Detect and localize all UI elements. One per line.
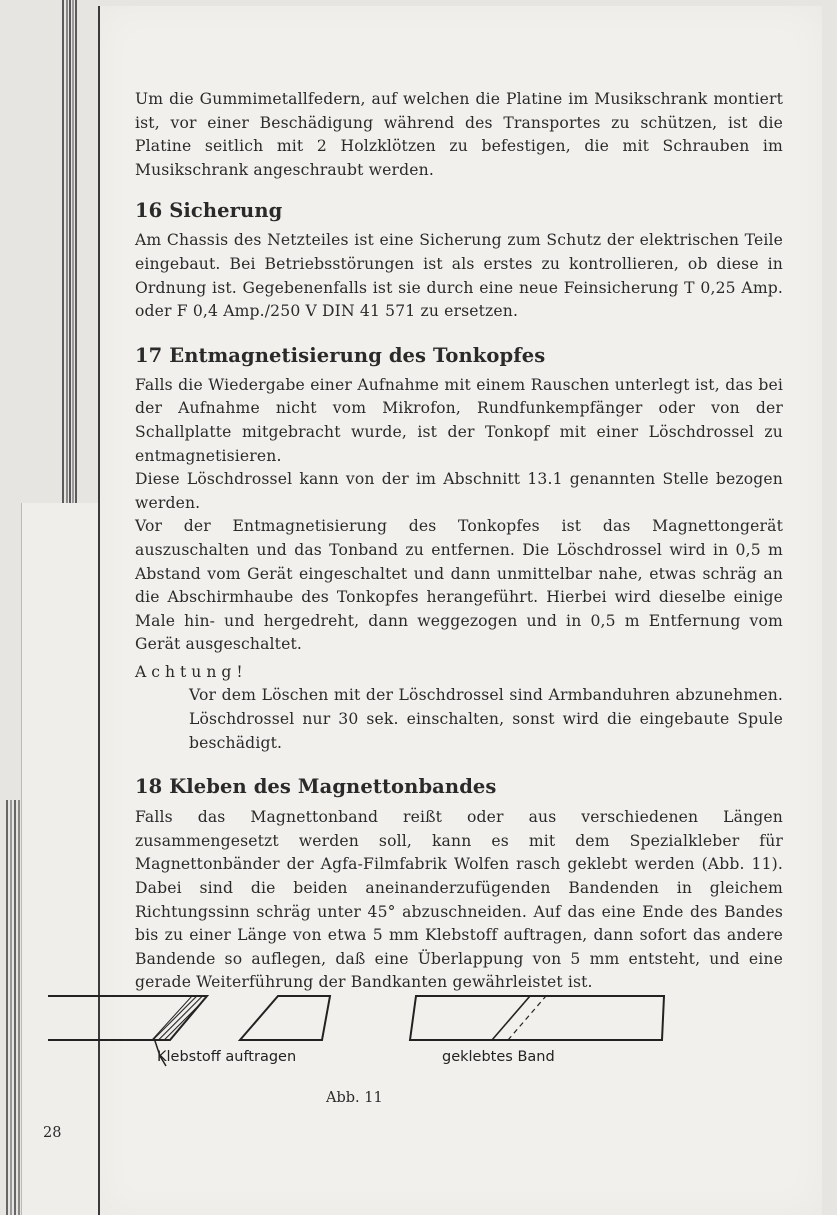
tape-end-right (240, 996, 330, 1040)
label-glue: Klebstoff auftragen (157, 1049, 297, 1065)
section-18-heading: 18 Kleben des Magnettonbandes (135, 775, 497, 799)
page-stack-edges-top (58, 0, 102, 505)
section-17-paragraph-3: Vor der Entmagnetisierung des Tonkopfes ist das Magnettongerät auszuschalten und das Tonband zu entfernen. Die Löschdrossel wird in 0,5 m Abstand vom Gerät eingeschaltet und dann unmittelbar nahe, etwas schräg an die Abschirmhaube des Tonkopfes herangeführt. Hierbei wird dieselbe einige Male hin- und hergedreht, dann weggezogen und in 0,5 m Entfernung vom Gerät ausgeschaltet. (135, 517, 783, 654)
page-number: 28 (43, 1125, 62, 1141)
tape-splice-diagram (42, 986, 682, 1076)
section-16-paragraph: Am Chassis des Netzteiles ist eine Sicherung zum Schutz der elektrischen Teile eingebaut. Bei Betriebsstörungen ist als erstes zu kontrollieren, ob diese in Ordnung ist. Gegebenenfalls ist sie durch eine neue Feinsicherung T 0,25 Amp. oder F 0,4 Amp./250 V DIN 41 571 zu ersetzen. (135, 231, 783, 321)
tape-end-left (48, 996, 207, 1040)
section-17-paragraph-1: Falls die Wiedergabe einer Aufnahme mit einem Rauschen unterlegt ist, das bei der Aufnahme nicht vom Mikrofon, Rundfunkempfänger oder von der Schallplatte mitgebracht wurde, ist der Tonkopf mit einer Löschdrossel zu entmagnetisieren. (135, 375, 783, 465)
spliced-tape (410, 996, 664, 1040)
section-17-heading: 17 Entmagnetisierung des Tonkopfes (135, 343, 546, 367)
section-16-heading: 16 Sicherung (135, 199, 283, 223)
section-17-paragraph-2: Diese Löschdrossel kann von der im Abschnitt 13.1 genannten Stelle bezogen werden. (135, 470, 783, 512)
intro-paragraph: Um die Gummimetallfedern, auf welchen die Platine im Musikschrank montiert ist, vor einer Beschädigung während des Transportes zu schützen, ist die Platine seitlich mit 2 Holzklötzen zu befestigen, die mit Schrauben im Musikschrank angeschraubt werden. (135, 90, 783, 179)
figure-caption: Abb. 11 (326, 1090, 383, 1106)
warning-label: Achtung! (135, 662, 248, 681)
figure-tape-splice (42, 986, 682, 1076)
page-content (135, 88, 783, 995)
label-spliced-tape: geklebtes Band (442, 1049, 555, 1065)
warning-text: Vor dem Löschen mit der Löschdrossel sind Armbanduhren abzunehmen. Löschdrossel nur 30 sek. einschalten, sonst wird die eingebaute Spule beschädigt. (189, 686, 783, 752)
section-18-paragraph: Falls das Magnettonband reißt oder aus verschiedenen Längen zusammengesetzt werden soll, kann es mit dem Spezialkleber für Magnettonbänder der Agfa-Filmfabrik Wolfen rasch geklebt werden (Abb. 11). Dabei sind die beiden aneinanderzufügenden Bandenden in gleichem Richtungssinn schräg unter 45° abzuschneiden. Auf das eine Ende des Bandes bis zu einer Länge von etwa 5 mm Klebstoff auftragen, dann sofort das andere Bandende so auflegen, daß eine Überlappung von 5 mm entsteht, und eine gerade Weiterführung der Bandkanten gewährleistet ist. (135, 808, 783, 992)
glue-area (152, 996, 207, 1040)
